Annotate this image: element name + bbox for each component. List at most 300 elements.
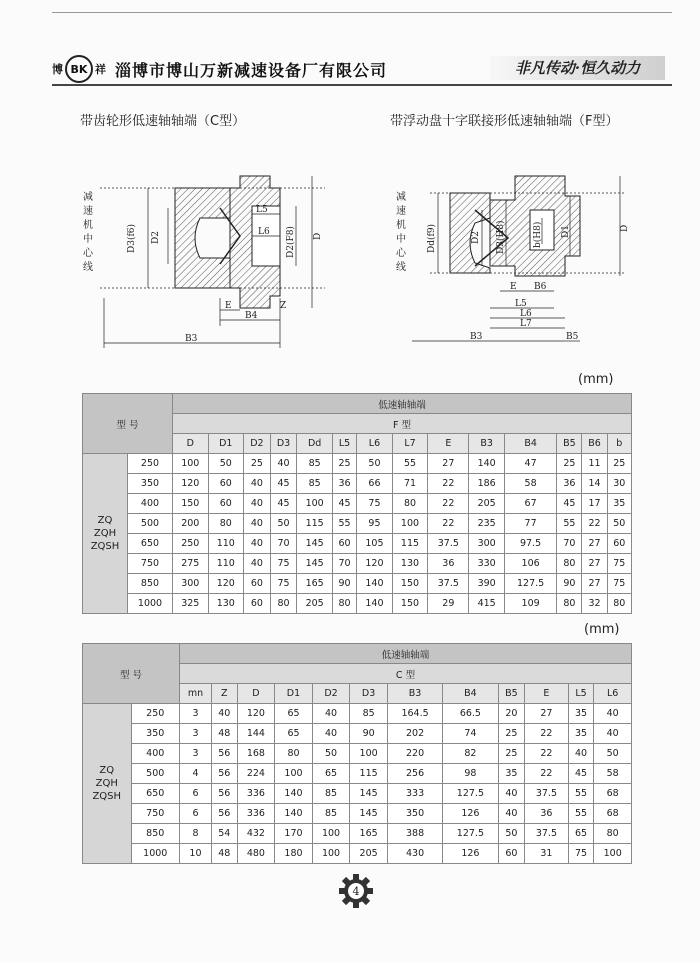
center-line-char: 减 [83, 192, 93, 203]
f-value-cell: 390 [469, 574, 505, 594]
f-value-cell: 80 [270, 594, 297, 614]
label-d2f8: D2(F8) [286, 226, 296, 258]
f-value-cell: 11 [582, 454, 607, 474]
f-value-cell: 66 [357, 474, 393, 494]
c-value-cell: 127.5 [443, 824, 498, 844]
c-value-cell: 170 [275, 824, 313, 844]
c-value-cell: 10 [180, 844, 212, 864]
f-value-cell: 27 [582, 574, 607, 594]
c-value-cell: 205 [350, 844, 388, 864]
header-top-rule [52, 12, 672, 13]
f-value-cell: 40 [244, 534, 271, 554]
c-table-row [83, 744, 632, 764]
f-col-header: D1 [208, 434, 244, 454]
c-value-cell: 140 [275, 784, 313, 804]
label-b6: B6 [534, 282, 547, 292]
f-center-line-char: 机 [396, 220, 406, 231]
c-value-cell: 4 [180, 764, 212, 784]
label-d1: D1 [561, 225, 571, 238]
c-value-cell: 336 [237, 784, 275, 804]
f-value-cell: 30 [607, 474, 631, 494]
c-value-cell: 20 [498, 704, 525, 724]
c-size-cell: 750 [131, 804, 180, 824]
f-series-cell: ZQ ZQH ZQSH [83, 454, 128, 614]
f-value-cell: 80 [607, 594, 631, 614]
c-value-cell: 6 [180, 784, 212, 804]
label-f-b3: B3 [470, 332, 483, 342]
f-col-header: L6 [357, 434, 393, 454]
f-center-line-char: 速 [396, 206, 406, 217]
c-value-cell: 66.5 [443, 704, 498, 724]
c-value-cell: 58 [594, 764, 632, 784]
c-col-header: B4 [443, 684, 498, 704]
c-value-cell: 35 [568, 704, 594, 724]
f-value-cell: 415 [469, 594, 505, 614]
f-value-cell: 325 [173, 594, 209, 614]
c-value-cell: 165 [350, 824, 388, 844]
f-value-cell: 36 [332, 474, 356, 494]
f-table-row [83, 594, 632, 614]
c-value-cell: 8 [180, 824, 212, 844]
c-value-cell: 126 [443, 844, 498, 864]
f-value-cell: 115 [392, 534, 428, 554]
f-value-cell: 32 [582, 594, 607, 614]
f-value-cell: 29 [428, 594, 469, 614]
center-line-char: 线 [83, 262, 93, 273]
f-value-cell: 50 [607, 514, 631, 534]
f-value-cell: 80 [557, 594, 582, 614]
f-value-cell: 100 [173, 454, 209, 474]
f-size-cell: 850 [128, 574, 173, 594]
f-value-cell: 200 [173, 514, 209, 534]
c-value-cell: 85 [312, 804, 350, 824]
f-value-cell: 140 [357, 574, 393, 594]
f-value-cell: 275 [173, 554, 209, 574]
f-value-cell: 37.5 [428, 534, 469, 554]
table-f-type-header: F 型 [173, 414, 632, 434]
f-value-cell: 75 [357, 494, 393, 514]
label-f-l7: L7 [520, 319, 532, 329]
f-value-cell: 80 [557, 554, 582, 574]
c-value-cell: 48 [211, 724, 237, 744]
f-value-cell: 45 [557, 494, 582, 514]
f-value-cell: 40 [244, 474, 271, 494]
f-value-cell: 80 [208, 514, 244, 534]
c-value-cell: 40 [498, 784, 525, 804]
c-value-cell: 25 [498, 744, 525, 764]
gear-icon [338, 873, 374, 909]
f-value-cell: 40 [270, 454, 297, 474]
f-value-cell: 110 [208, 534, 244, 554]
f-value-cell: 97.5 [504, 534, 556, 554]
f-value-cell: 45 [270, 474, 297, 494]
f-value-cell: 50 [270, 514, 297, 534]
c-value-cell: 100 [594, 844, 632, 864]
c-value-cell: 31 [525, 844, 568, 864]
c-size-cell: 850 [131, 824, 180, 844]
f-size-cell: 400 [128, 494, 173, 514]
c-value-cell: 144 [237, 724, 275, 744]
f-size-cell: 650 [128, 534, 173, 554]
f-value-cell: 120 [357, 554, 393, 574]
c-table-row [83, 724, 632, 744]
table-f-type [82, 393, 632, 614]
logo-emblem [65, 55, 93, 83]
f-col-header: L7 [392, 434, 428, 454]
center-line-char: 速 [83, 206, 93, 217]
f-value-cell: 205 [469, 494, 505, 514]
c-value-cell: 40 [594, 704, 632, 724]
c-value-cell: 40 [211, 704, 237, 724]
c-value-cell: 36 [525, 804, 568, 824]
f-value-cell: 110 [208, 554, 244, 574]
f-value-cell: 205 [297, 594, 333, 614]
c-value-cell: 56 [211, 804, 237, 824]
c-value-cell: 432 [237, 824, 275, 844]
c-table-row [83, 824, 632, 844]
c-value-cell: 56 [211, 784, 237, 804]
f-value-cell: 130 [392, 554, 428, 574]
c-value-cell: 22 [525, 764, 568, 784]
c-col-header: D1 [275, 684, 313, 704]
header-divider [52, 84, 672, 86]
c-value-cell: 82 [443, 744, 498, 764]
c-col-header: B3 [387, 684, 442, 704]
c-value-cell: 6 [180, 804, 212, 824]
c-value-cell: 120 [237, 704, 275, 724]
slogan-banner: 非凡传动·恒久动力 [490, 56, 665, 80]
c-value-cell: 98 [443, 764, 498, 784]
f-value-cell: 36 [428, 554, 469, 574]
f-value-cell: 115 [297, 514, 333, 534]
c-value-cell: 68 [594, 804, 632, 824]
table-c-type [82, 643, 632, 864]
f-value-cell: 77 [504, 514, 556, 534]
c-col-header: D3 [350, 684, 388, 704]
f-value-cell: 250 [173, 534, 209, 554]
f-value-cell: 105 [357, 534, 393, 554]
c-value-cell: 40 [498, 804, 525, 824]
center-line-label [83, 190, 94, 273]
f-value-cell: 22 [428, 494, 469, 514]
f-value-cell: 106 [504, 554, 556, 574]
label-z: Z [280, 301, 287, 311]
center-line-char: 机 [83, 220, 93, 231]
f-value-cell: 40 [244, 494, 271, 514]
f-value-cell: 45 [332, 494, 356, 514]
company-logo [52, 55, 106, 83]
label-f-l6: L6 [520, 309, 532, 319]
f-value-cell: 100 [297, 494, 333, 514]
c-value-cell: 202 [387, 724, 442, 744]
page-header [0, 0, 700, 84]
f-value-cell: 25 [557, 454, 582, 474]
c-value-cell: 100 [275, 764, 313, 784]
f-value-cell: 60 [607, 534, 631, 554]
c-value-cell: 180 [275, 844, 313, 864]
f-value-cell: 100 [392, 514, 428, 534]
c-value-cell: 65 [275, 724, 313, 744]
f-value-cell: 150 [173, 494, 209, 514]
c-value-cell: 50 [498, 824, 525, 844]
f-value-cell: 150 [392, 574, 428, 594]
f-value-cell: 85 [297, 474, 333, 494]
f-value-cell: 45 [270, 494, 297, 514]
f-size-cell: 750 [128, 554, 173, 574]
c-col-header: E [525, 684, 568, 704]
f-value-cell: 165 [297, 574, 333, 594]
c-value-cell: 55 [568, 804, 594, 824]
f-value-cell: 60 [244, 574, 271, 594]
f-value-cell: 25 [607, 454, 631, 474]
f-value-cell: 109 [504, 594, 556, 614]
table-f-model-header: 型 号 [83, 394, 173, 454]
table-c-model-header: 型 号 [83, 644, 180, 704]
c-value-cell: 127.5 [443, 784, 498, 804]
c-value-cell: 56 [211, 744, 237, 764]
f-value-cell: 90 [332, 574, 356, 594]
c-value-cell: 100 [312, 844, 350, 864]
f-col-header: D2 [244, 434, 271, 454]
f-reducer-body [450, 193, 490, 273]
c-size-cell: 400 [131, 744, 180, 764]
diagram-f-svg [390, 148, 630, 363]
c-value-cell: 65 [568, 824, 594, 844]
company-name: 淄博市博山万新减速设备厂有限公司 [115, 61, 388, 80]
c-value-cell: 22 [525, 724, 568, 744]
f-table-row [83, 534, 632, 554]
f-value-cell: 40 [244, 554, 271, 574]
c-value-cell: 3 [180, 704, 212, 724]
f-value-cell: 58 [504, 474, 556, 494]
c-value-cell: 145 [350, 784, 388, 804]
f-center-line-char: 中 [396, 234, 406, 245]
c-value-cell: 350 [387, 804, 442, 824]
c-value-cell: 65 [275, 704, 313, 724]
page-number-badge [338, 873, 374, 909]
f-value-cell: 130 [208, 594, 244, 614]
c-size-cell: 500 [131, 764, 180, 784]
f-size-cell: 350 [128, 474, 173, 494]
c-size-cell: 1000 [131, 844, 180, 864]
f-value-cell: 71 [392, 474, 428, 494]
f-value-cell: 70 [332, 554, 356, 574]
f-value-cell: 90 [557, 574, 582, 594]
f-value-cell: 75 [607, 554, 631, 574]
c-value-cell: 75 [568, 844, 594, 864]
c-value-cell: 45 [568, 764, 594, 784]
f-center-line-label [396, 190, 407, 273]
c-value-cell: 35 [568, 724, 594, 744]
f-col-header: B3 [469, 434, 505, 454]
c-value-cell: 37.5 [525, 784, 568, 804]
f-col-header: B4 [504, 434, 556, 454]
f-col-header: D3 [270, 434, 297, 454]
c-value-cell: 68 [594, 784, 632, 804]
c-value-cell: 27 [525, 704, 568, 724]
center-line-char: 心 [83, 248, 93, 259]
f-value-cell: 22 [582, 514, 607, 534]
label-d2: D2 [151, 231, 161, 244]
logo-emblem-text: BK [70, 62, 88, 76]
f-value-cell: 75 [607, 574, 631, 594]
f-value-cell: 50 [208, 454, 244, 474]
f-value-cell: 70 [557, 534, 582, 554]
f-value-cell: 40 [244, 514, 271, 534]
label-f-l5: L5 [515, 299, 527, 309]
label-f-d: D [620, 224, 630, 232]
label-d3f6: D3(f6) [127, 223, 137, 253]
c-value-cell: 80 [275, 744, 313, 764]
f-value-cell: 70 [270, 534, 297, 554]
label-f-e: E [510, 282, 517, 292]
f-value-cell: 145 [297, 534, 333, 554]
c-value-cell: 35 [498, 764, 525, 784]
f-value-cell: 67 [504, 494, 556, 514]
f-value-cell: 75 [270, 574, 297, 594]
c-value-cell: 80 [594, 824, 632, 844]
table-f-group-header: 低速轴轴端 [173, 394, 632, 414]
c-value-cell: 3 [180, 724, 212, 744]
c-value-cell: 430 [387, 844, 442, 864]
f-table-row [83, 574, 632, 594]
table-f-unit: (mm) [578, 372, 614, 387]
c-value-cell: 50 [312, 744, 350, 764]
c-table-row [83, 764, 632, 784]
f-table-row [83, 474, 632, 494]
c-value-cell: 480 [237, 844, 275, 864]
c-value-cell: 164.5 [387, 704, 442, 724]
f-size-cell: 250 [128, 454, 173, 474]
c-value-cell: 256 [387, 764, 442, 784]
c-value-cell: 56 [211, 764, 237, 784]
c-value-cell: 54 [211, 824, 237, 844]
label-l5: L5 [256, 205, 268, 215]
f-value-cell: 27 [428, 454, 469, 474]
f-value-cell: 50 [357, 454, 393, 474]
f-value-cell: 120 [173, 474, 209, 494]
f-size-cell: 1000 [128, 594, 173, 614]
c-table-row [83, 784, 632, 804]
f-col-header: B6 [582, 434, 607, 454]
f-value-cell: 235 [469, 514, 505, 534]
f-value-cell: 140 [357, 594, 393, 614]
f-table-row [83, 454, 632, 474]
f-value-cell: 36 [557, 474, 582, 494]
logo-left-char: 博 [52, 63, 63, 76]
label-b4: B4 [245, 311, 258, 321]
c-value-cell: 85 [350, 704, 388, 724]
c-value-cell: 388 [387, 824, 442, 844]
c-col-header: L5 [568, 684, 594, 704]
f-value-cell: 14 [582, 474, 607, 494]
f-table-row [83, 494, 632, 514]
c-value-cell: 100 [312, 824, 350, 844]
f-value-cell: 25 [332, 454, 356, 474]
c-table-row [83, 844, 632, 864]
f-center-line-char: 心 [396, 248, 406, 259]
c-size-cell: 250 [131, 704, 180, 724]
f-col-header: B5 [557, 434, 582, 454]
c-size-cell: 350 [131, 724, 180, 744]
c-col-header: Z [211, 684, 237, 704]
f-col-header: D [173, 434, 209, 454]
f-value-cell: 47 [504, 454, 556, 474]
c-table-row [83, 704, 632, 724]
c-value-cell: 37.5 [525, 824, 568, 844]
label-b3: B3 [185, 334, 198, 344]
f-center-line-char: 减 [396, 192, 406, 203]
label-bh8: b(H8) [533, 221, 543, 248]
f-value-cell: 75 [270, 554, 297, 574]
c-value-cell: 40 [594, 724, 632, 744]
c-value-cell: 55 [568, 784, 594, 804]
c-value-cell: 115 [350, 764, 388, 784]
label-l6: L6 [258, 227, 270, 237]
c-size-cell: 650 [131, 784, 180, 804]
f-value-cell: 60 [208, 474, 244, 494]
c-value-cell: 50 [594, 744, 632, 764]
c-value-cell: 40 [568, 744, 594, 764]
c-value-cell: 60 [498, 844, 525, 864]
f-value-cell: 300 [469, 534, 505, 554]
table-c-type-header: C 型 [180, 664, 632, 684]
c-col-header: L6 [594, 684, 632, 704]
label-d: D [313, 232, 323, 240]
f-value-cell: 60 [208, 494, 244, 514]
f-value-cell: 95 [357, 514, 393, 534]
f-value-cell: 330 [469, 554, 505, 574]
c-value-cell: 40 [312, 704, 350, 724]
f-value-cell: 300 [173, 574, 209, 594]
f-value-cell: 55 [392, 454, 428, 474]
c-value-cell: 22 [525, 744, 568, 764]
f-value-cell: 27 [582, 554, 607, 574]
table-c-group-header: 低速轴轴端 [180, 644, 632, 664]
c-value-cell: 220 [387, 744, 442, 764]
f-value-cell: 27 [582, 534, 607, 554]
c-value-cell: 90 [350, 724, 388, 744]
label-b5: B5 [566, 332, 579, 342]
c-value-cell: 40 [312, 724, 350, 744]
f-value-cell: 55 [332, 514, 356, 534]
f-value-cell: 60 [244, 594, 271, 614]
c-value-cell: 140 [275, 804, 313, 824]
f-value-cell: 60 [332, 534, 356, 554]
f-value-cell: 186 [469, 474, 505, 494]
f-value-cell: 140 [469, 454, 505, 474]
c-value-cell: 25 [498, 724, 525, 744]
f-value-cell: 17 [582, 494, 607, 514]
f-table-row [83, 514, 632, 534]
page-number: 4 [352, 885, 360, 898]
section-title-f: 带浮动盘十字联接形低速轴轴端（F型） [390, 114, 619, 129]
label-e: E [225, 301, 232, 311]
f-col-header: b [607, 434, 631, 454]
c-value-cell: 48 [211, 844, 237, 864]
c-series-cell: ZQ ZQH ZQSH [83, 704, 132, 864]
c-value-cell: 100 [350, 744, 388, 764]
f-value-cell: 150 [392, 594, 428, 614]
c-value-cell: 74 [443, 724, 498, 744]
logo-right-char: 祥 [95, 63, 106, 76]
c-col-header: D2 [312, 684, 350, 704]
c-col-header: mn [180, 684, 212, 704]
c-value-cell: 336 [237, 804, 275, 824]
f-col-header: E [428, 434, 469, 454]
c-value-cell: 126 [443, 804, 498, 824]
label-d3h8: D3(H8) [496, 220, 506, 254]
